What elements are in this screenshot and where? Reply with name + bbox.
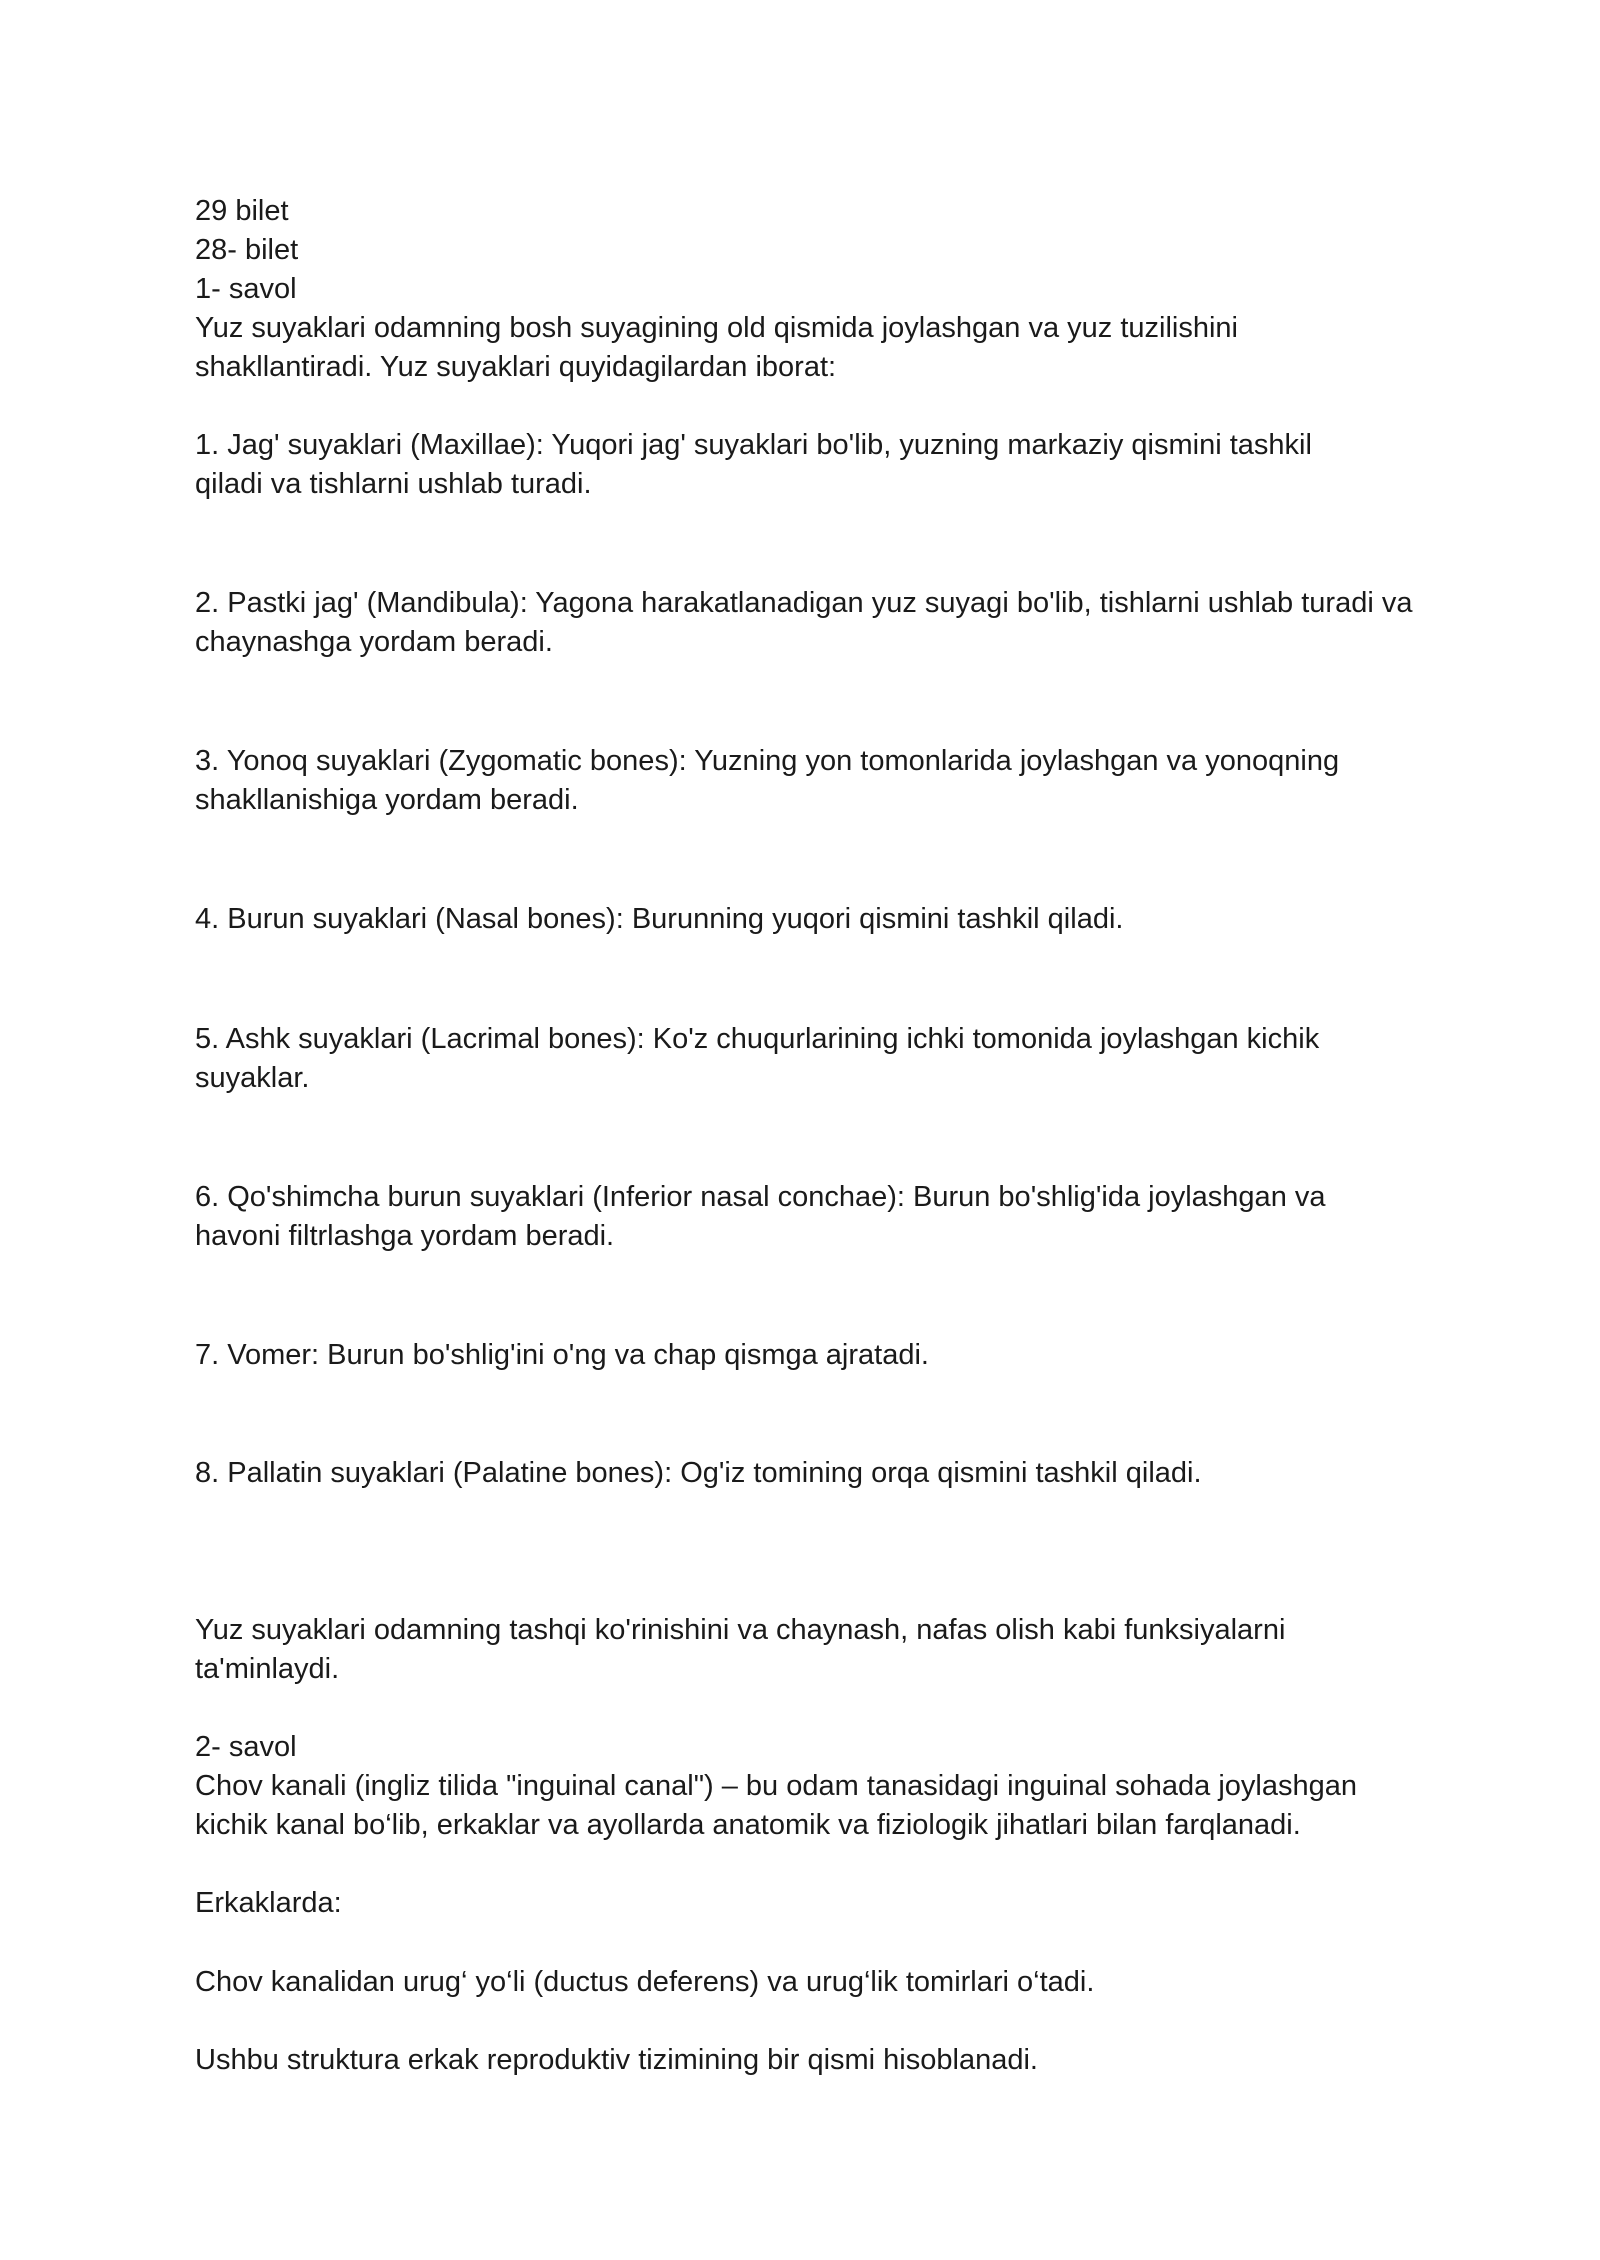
list-item-conchae: 6. Qo'shimcha burun suyaklari (Inferior nasal conchae): Burun bo'shlig'ida joylashgan va havoni filtrlashga yordam beradi. <box>195 1181 1326 1252</box>
summary-paragraph: Yuz suyaklari odamning tashqi ko'rinishini va chaynash, nafas olish kabi funksiyalarni ta'minlaydi. <box>195 1614 1286 1685</box>
list-item-vomer: 7. Vomer: Burun bo'shlig'ini o'ng va chap qismga ajratadi. <box>195 1339 929 1371</box>
question-heading-1: 1- savol <box>195 273 297 305</box>
males-canal-paragraph: Chov kanalidan urug‘ yo‘li (ductus deferens) va urug‘lik tomirlari o‘tadi. <box>195 1966 1095 1998</box>
ticket-number-28: 28- bilet <box>195 234 299 266</box>
question-heading-2: 2- savol <box>195 1731 297 1763</box>
intro-paragraph: Yuz suyaklari odamning bosh suyagining old qismida joylashgan va yuz tuzilishini shakllantiradi. Yuz suyaklari quyidagilardan iborat: <box>195 312 1238 383</box>
reproductive-structure-paragraph: Ushbu struktura erkak reproduktiv tizimining bir qismi hisoblanadi. <box>195 2044 1038 2076</box>
list-item-nasal: 4. Burun suyaklari (Nasal bones): Burunning yuqori qismini tashkil qiladi. <box>195 903 1124 935</box>
list-item-maxillae: 1. Jag' suyaklari (Maxillae): Yuqori jag' suyaklari bo'lib, yuzning markaziy qismini tashkil qiladi va tishlarni ushlab turadi. <box>195 429 1312 500</box>
list-item-mandibula: 2. Pastki jag' (Mandibula): Yagona harakatlanadigan yuz suyagi bo'lib, tishlarni ushlab turadi va chaynashga yordam beradi. <box>195 587 1413 658</box>
inguinal-canal-paragraph: Chov kanali (ingliz tilida "inguinal canal") – bu odam tanasidagi inguinal sohada joylashgan kichik kanal bo‘lib, erkaklar va ayollarda anatomik va fiziologik jihatlari bilan farqlanadi. <box>195 1770 1357 1841</box>
ticket-number-29: 29 bilet <box>195 195 289 227</box>
males-heading: Erkaklarda: <box>195 1887 342 1919</box>
list-item-zygomatic: 3. Yonoq suyaklari (Zygomatic bones): Yuzning yon tomonlarida joylashgan va yonoqning shakllanishiga yordam beradi. <box>195 745 1340 816</box>
list-item-lacrimal: 5. Ashk suyaklari (Lacrimal bones): Ko'z chuqurlarining ichki tomonida joylashgan kichik suyaklar. <box>195 1023 1320 1094</box>
list-item-palatine: 8. Pallatin suyaklari (Palatine bones): Og'iz tomining orqa qismini tashkil qiladi. <box>195 1457 1202 1489</box>
